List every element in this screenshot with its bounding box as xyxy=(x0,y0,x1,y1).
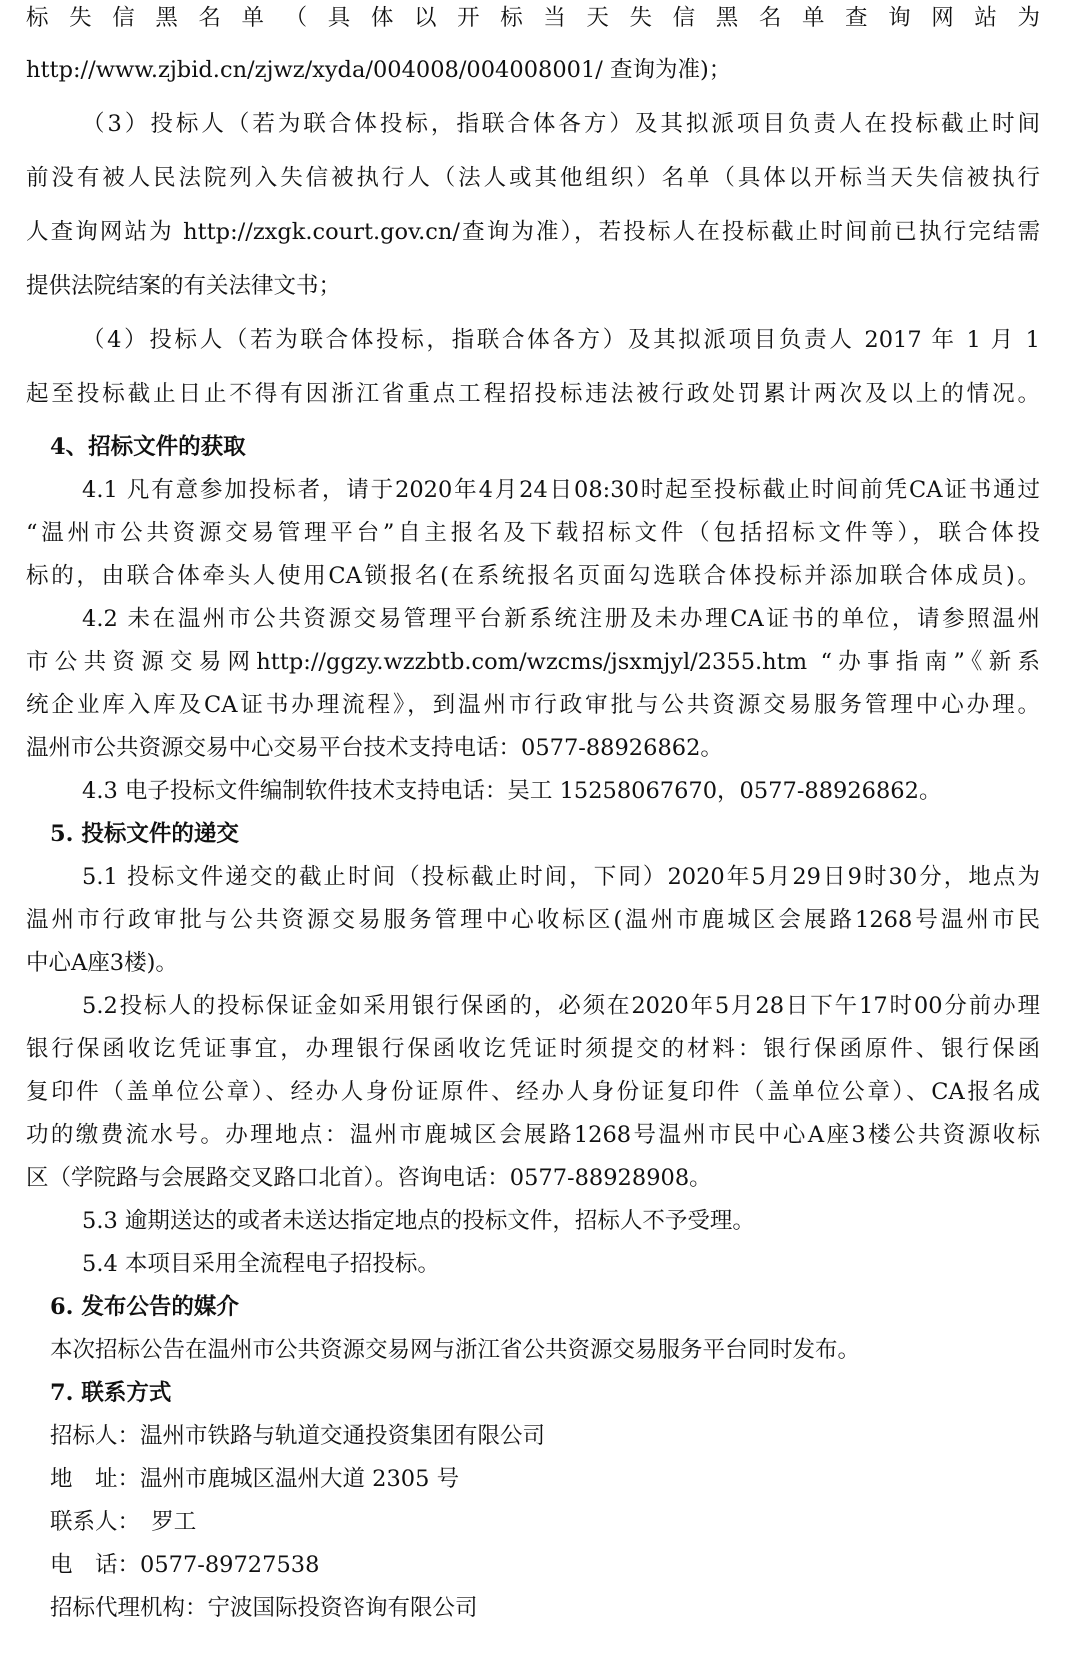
text-line: 4.1 凡有意参加投标者，请于2020年4月24日08:30时起至投标截止时间前凭CA证书通过 xyxy=(82,477,1040,503)
section-heading: 5. 投标文件的递交 xyxy=(50,821,239,847)
contact-person: 联系人： 罗工 xyxy=(50,1509,197,1535)
text-line: http://www.zjbid.cn/zjwz/xyda/004008/004008001/ 查询为准)； xyxy=(26,57,732,83)
text-line: 区（学院路与会展路交叉路口北首）。咨询电话：0577-88928908。 xyxy=(26,1165,712,1191)
contact-tenderer: 招标人：温州市铁路与轨道交通投资集团有限公司 xyxy=(50,1423,546,1449)
text-line: 统企业库入库及CA证书办理流程》，到温州市行政审批与公共资源交易服务管理中心办理。 xyxy=(26,692,1040,718)
text-line: 中心A座3楼)。 xyxy=(26,950,178,976)
contact-address: 地 址：温州市鹿城区温州大道 2305 号 xyxy=(50,1466,460,1492)
text-line: 标失信黑名单（具体以开标当天失信黑名单查询网站为 xyxy=(26,5,1040,31)
text-line: 市公共资源交易网http://ggzy.wzzbtb.com/wzcms/jsxmjyl/2355.htm “办事指南”《新系 xyxy=(26,649,1040,675)
text-line: 银行保函收讫凭证事宜，办理银行保函收讫凭证时须提交的材料：银行保函原件、银行保函 xyxy=(26,1036,1040,1062)
text-line: 4.3 电子投标文件编制软件技术支持电话：吴工 15258067670，0577-88926862。 xyxy=(82,778,942,804)
text-line: 5.2投标人的投标保证金如采用银行保函的，必须在2020年5月28日下午17时00分前办理 xyxy=(82,993,1040,1019)
text-line: 起至投标截止日止不得有因浙江省重点工程招投标违法被行政处罚累计两次及以上的情况。 xyxy=(26,381,1040,407)
text-line: 本次招标公告在温州市公共资源交易网与浙江省公共资源交易服务平台同时发布。 xyxy=(50,1337,861,1363)
contact-phone: 电 话：0577-89727538 xyxy=(50,1552,320,1578)
text-line: 前没有被人民法院列入失信被执行人（法人或其他组织）名单（具体以开标当天失信被执行 xyxy=(26,165,1040,191)
text-line: 5.3 逾期送达的或者未送达指定地点的投标文件，招标人不予受理。 xyxy=(82,1208,755,1234)
text-line: 提供法院结案的有关法律文书； xyxy=(26,273,342,299)
text-line: 温州市行政审批与公共资源交易服务管理中心收标区(温州市鹿城区会展路1268号温州市民 xyxy=(26,907,1040,933)
text-line: 人查询网站为 http://zxgk.court.gov.cn/查询为准），若投标人在投标截止时间前已执行完结需 xyxy=(26,219,1040,245)
text-line: “温州市公共资源交易管理平台”自主报名及下载招标文件（包括招标文件等），联合体投 xyxy=(26,520,1040,546)
text-line: 温州市公共资源交易中心交易平台技术支持电话：0577-88926862。 xyxy=(26,735,723,761)
text-line: 标的，由联合体牵头人使用CA锁报名(在系统报名页面勾选联合体投标并添加联合体成员)。 xyxy=(26,563,1040,589)
text-line: （3）投标人（若为联合体投标，指联合体各方）及其拟派项目负责人在投标截止时间 xyxy=(82,111,1040,137)
text-line: 5.1 投标文件递交的截止时间（投标截止时间，下同）2020年5月29日9时30分，地点为 xyxy=(82,864,1040,890)
section-heading: 6. 发布公告的媒介 xyxy=(50,1294,239,1320)
section-heading: 4、招标文件的获取 xyxy=(50,434,246,460)
text-line: 复印件（盖单位公章）、经办人身份证原件、经办人身份证复印件（盖单位公章）、CA报名成 xyxy=(26,1079,1040,1105)
text-line: 功的缴费流水号。办理地点：温州市鹿城区会展路1268号温州市民中心A座3楼公共资源收标 xyxy=(26,1122,1040,1148)
text-line: （4）投标人（若为联合体投标，指联合体各方）及其拟派项目负责人 2017 年 1 月 1 xyxy=(82,327,1040,353)
contact-agency: 招标代理机构：宁波国际投资咨询有限公司 xyxy=(50,1595,478,1621)
text-line: 4.2 未在温州市公共资源交易管理平台新系统注册及未办理CA证书的单位，请参照温州 xyxy=(82,606,1040,632)
section-heading: 7. 联系方式 xyxy=(50,1380,172,1406)
text-line: 5.4 本项目采用全流程电子招投标。 xyxy=(82,1251,440,1277)
